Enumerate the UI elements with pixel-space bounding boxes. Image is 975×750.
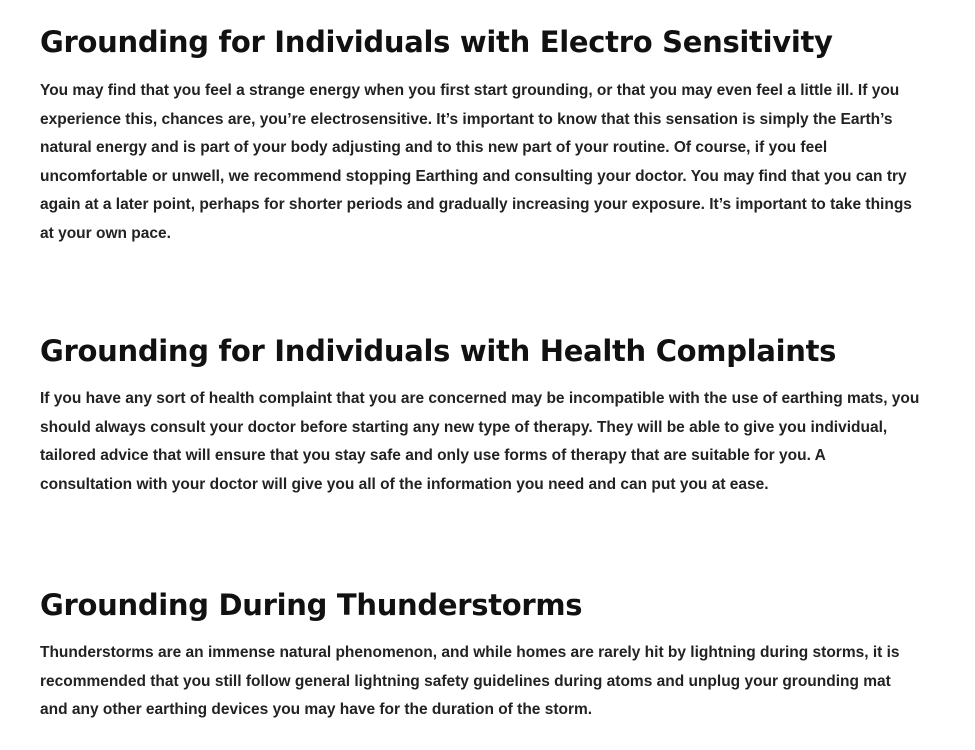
section-body: Thunderstorms are an immense natural phenomenon, and while homes are rarely hit by lightning during storms, it is recommended that you still follow general lightning safety guidelines during atoms and unplug your grounding mat and any other earthing devices you may have for the duration of the storm. bbox=[40, 644, 900, 719]
section-heading: Grounding During Thunderstorms bbox=[40, 588, 583, 622]
section-body: You may find that you feel a strange energy when you first start grounding, or that you may even feel a little ill. If you experience this, chances are, you’re electrosensitive. It’s important to know that this sensation is simply the Earth’s natural energy and is part of your body adjusting and to this new part of your routine. Of course, if you feel uncomfortable or unwell, we recommend stopping Earthing and consulting your doctor. You may find that you can try again at a later point, perhaps for shorter periods and gradually increasing your exposure. It’s important to take things at your own pace. bbox=[40, 82, 912, 242]
section-heading: Grounding for Individuals with Health Complaints bbox=[40, 334, 837, 368]
section-thunderstorms bbox=[40, 587, 920, 725]
section-body: If you have any sort of health complaint that you are concerned may be incompatible with the use of earthing mats, you should always consult your doctor before starting any new type of therapy. They will be able to give you individual, tailored advice that will ensure that you stay safe and only use forms of therapy that are suitable for you. A consultation with your doctor will give you all of the information you need and can put you at ease. bbox=[40, 390, 920, 493]
section-heading: Grounding for Individuals with Electro Sensitivity bbox=[40, 25, 833, 59]
section-electro-sensitivity bbox=[40, 24, 920, 249]
section-health-complaints bbox=[40, 333, 920, 499]
